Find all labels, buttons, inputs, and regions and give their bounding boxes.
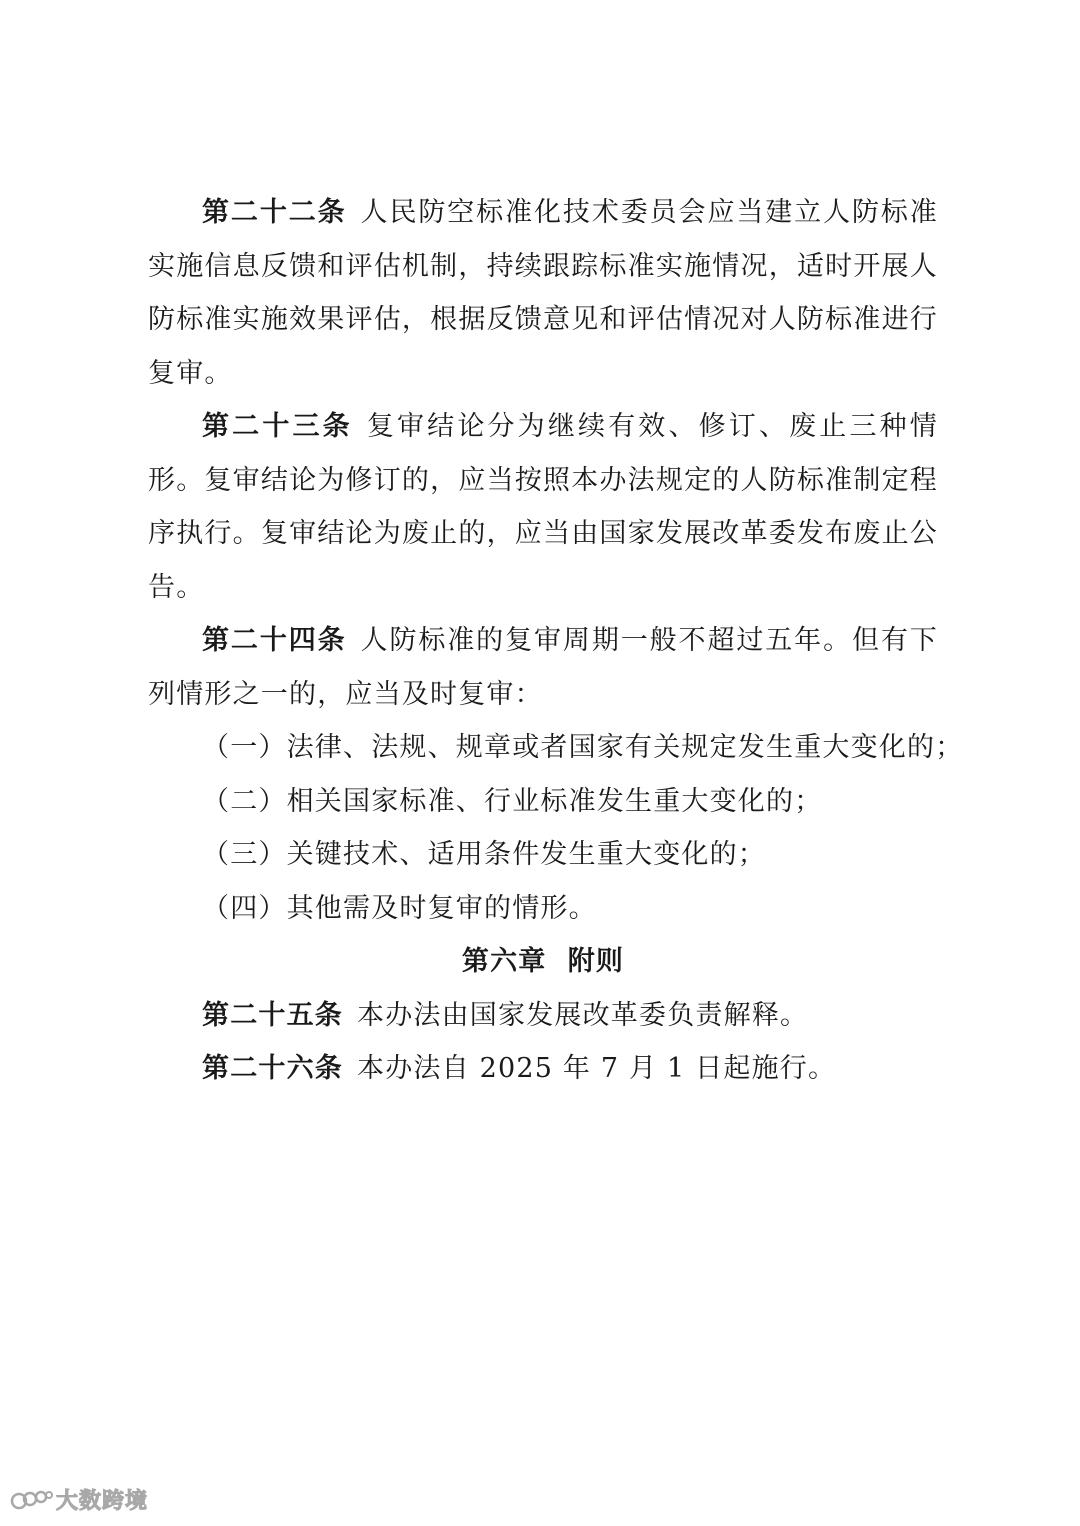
article-24: [148, 614, 938, 721]
brand-logo-icon: [10, 1484, 54, 1514]
article-text: 人民防空标准化技术委员会应当建立人防标准实施信息反馈和评估机制，持续跟踪标准实施情况，适时开展人防标准实施效果评估，根据反馈意见和评估情况对人防标准进行复审。: [148, 197, 939, 389]
document-body: [148, 186, 964, 1096]
article-text: 本办法自 2025 年 7 月 1 日起施行。: [357, 1053, 837, 1084]
article-text: 复审结论分为继续有效、修订、废止三种情形。复审结论为修订的，应当按照本办法规定的人防标准制定程序执行。复审结论为废止的，应当由国家发展改革委发布废止公告。: [148, 411, 938, 603]
list-item: （四）其他需及时复审的情形。: [202, 892, 597, 924]
article-number: 第二十三条: [202, 411, 353, 442]
article-26: [148, 1042, 938, 1096]
article-23: [148, 400, 938, 614]
article-number: 第二十五条: [202, 999, 343, 1031]
watermark: [10, 1482, 148, 1516]
article-25: [148, 989, 938, 1043]
watermark-text: 大数跨境: [56, 1488, 149, 1514]
article-text: 人防标准的复审周期一般不超过五年。但有下列情形之一的，应当及时复审：: [148, 625, 939, 710]
article-number: 第二十二条: [202, 197, 347, 228]
article-text: 本办法由国家发展改革委负责解释。: [357, 999, 809, 1031]
article-number: 第二十四条: [202, 625, 347, 656]
list-item: （三）关键技术、适用条件发生重大变化的；: [202, 839, 766, 870]
list-item: （二）相关国家标准、行业标准发生重大变化的；: [202, 785, 823, 817]
article-number: 第二十六条: [202, 1053, 343, 1084]
list-item: （一）法律、法规、规章或者国家有关规定发生重大变化的；: [202, 732, 964, 763]
chapter-title: 第六章 附则: [461, 946, 625, 977]
article-22: [148, 186, 938, 400]
